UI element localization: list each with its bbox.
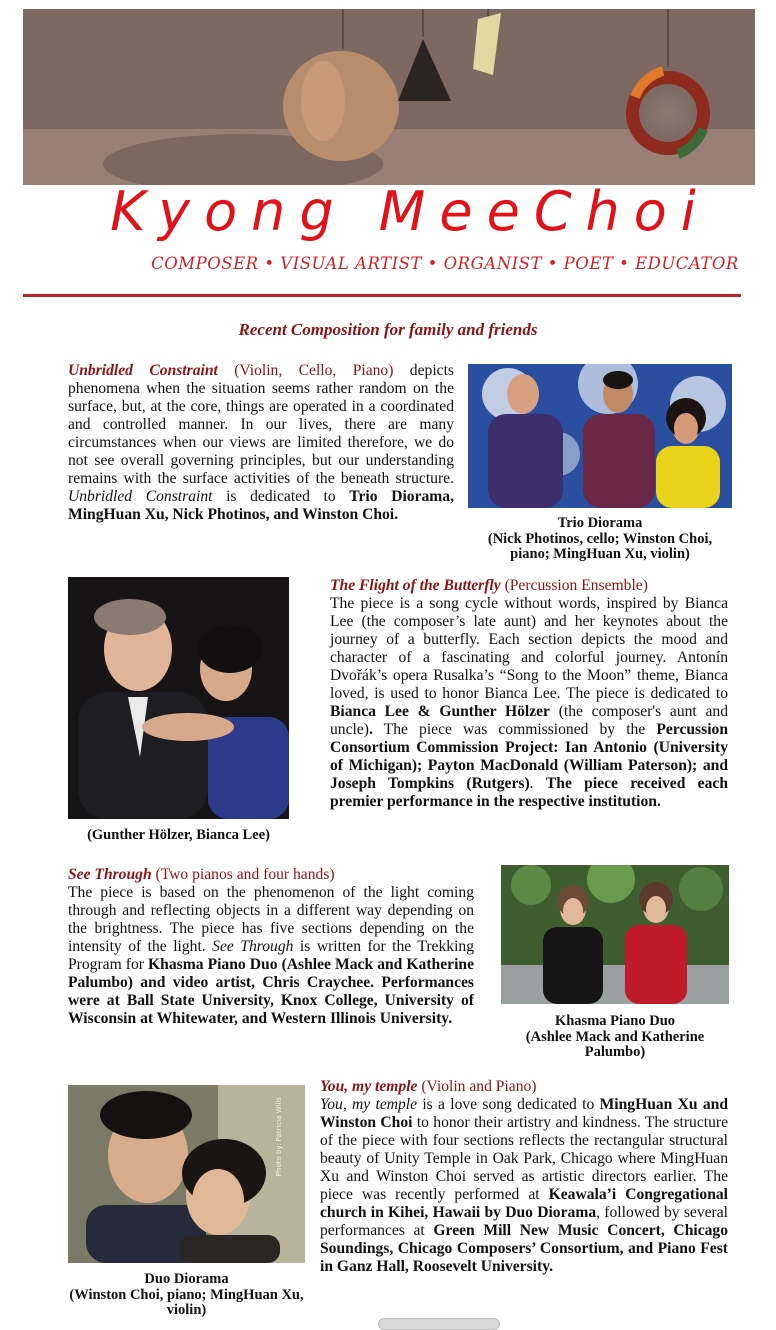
piece-text: Unbridled Constraint (Violin, Cello, Piano) depicts phenomena when the situation seems rather random on the surface, but, at the core, things are operated in a coordinated and controlled manner. In our lives, there are many circumstances when our views are limited therefore, we do not see overall governing principles, but our understanding remains with the surface activities of the beneath structure. Unbridled Constraint is dedicated to Trio Diorama, MingHuan Xu, Nick Photinos, and Winston Choi.: [68, 362, 454, 523]
venue-hawaii: Keawala’i Congregational church in Kihei, Hawaii by Duo Diorama: [320, 1186, 729, 1221]
khasma-piano-duo-photo: [501, 865, 729, 1004]
caption-detail: (Nick Photinos, cello; Winston Choi, piano; MingHuan Xu, violin): [487, 530, 713, 562]
piece-title: You, my temple: [320, 1078, 418, 1095]
dedicatees: MingHuan Xu and Winston Choi: [320, 1096, 728, 1131]
piece-unbridled-constraint: [68, 362, 454, 524]
holzer-lee-caption: [68, 828, 289, 844]
khasma-piano-duo-caption: [501, 1014, 729, 1061]
performers: Khasma Piano Duo (Ashlee Mack and Katherine Palumbo) and video artist, Chris Craychee. Performances were at Ball State University, Knox College, University of Wisconsin at Whitewater, and Western Illinois University.: [68, 956, 474, 1027]
holzer-lee-photo: [68, 577, 289, 819]
duo-diorama-photo: [68, 1085, 305, 1263]
piece-instrumentation: (Percussion Ensemble): [500, 577, 648, 594]
logo-roles: COMPOSER • VISUAL ARTIST • ORGANIST • POET • EDUCATOR: [151, 254, 739, 273]
scroll-indicator[interactable]: [378, 1318, 500, 1330]
trio-diorama-caption: [470, 516, 730, 563]
piece-title: The Flight of the Butterfly: [330, 577, 501, 594]
caption-detail: (Ashlee Mack and Katherine Palumbo): [525, 1028, 705, 1060]
piece-title: Unbridled Constraint: [68, 362, 218, 379]
photo-art: [501, 865, 729, 1004]
dedicatees: Bianca Lee & Gunther Hölzer: [330, 703, 550, 720]
logo-text: Kyong MeeChoi: [110, 180, 710, 243]
caption-detail: (Winston Choi, piano; MingHuan Xu, violin): [69, 1286, 304, 1318]
commission: Percussion Consortium Commission Project: Ian Antonio (University of Michigan); Payton MacDonald (William Paterson); and Joseph Tompkins (Rutgers): [330, 721, 728, 792]
piece-see-through: [68, 866, 474, 1028]
piece-text: See Through (Two pianos and four hands) The piece is based on the phenomenon of the light coming through and reflecting objects in a different way depending on the brightness. The piece has five sections depending on the intensity of the light. See Through is written for the Trekking Program for Khasma Piano Duo (Ashlee Mack and Katherine Palumbo) and video artist, Chris Craychee. Performances were at Ball State University, Knox College, University of Wisconsin at Whitewater, and Western Illinois University.: [68, 866, 474, 1027]
section-title: Recent Composition for family and friends: [238, 320, 538, 339]
logo-divider: [23, 294, 741, 297]
dedicatees: Trio Diorama, MingHuan Xu, Nick Photinos, and Winston Choi.: [68, 488, 454, 523]
caption-title: Khasma Piano Duo: [554, 1013, 676, 1029]
caption-title: (Gunther Hölzer, Bianca Lee): [87, 827, 270, 843]
piece-flight-of-the-butterfly: [330, 577, 728, 811]
piece-instrumentation: (Violin, Cello, Piano): [217, 362, 394, 379]
piece-instrumentation: (Two pianos and four hands): [151, 866, 335, 883]
piece-title: See Through: [68, 866, 152, 883]
photo-art: [68, 577, 289, 819]
caption-title: Duo Diorama: [144, 1271, 229, 1287]
photo-credit: Photo by: Patricia Wills: [275, 1097, 283, 1177]
piece-you-my-temple: [320, 1078, 728, 1276]
duo-diorama-caption: [68, 1272, 305, 1319]
venue-chicago: Green Mill New Music Concert, Chicago Soundings, Chicago Composers’ Consortium, and Piano Fest in Ganz Hall, Roosevelt University.: [320, 1222, 729, 1275]
piece-text: You, my temple (Violin and Piano) You, my temple is a love song dedicated to MingHuan Xu and Winston Choi to honor their artistry and kindness. The structure of the piece with four sections reflects the rectangular structural beauty of Unity Temple in Oak Park, Chicago where MingHuan Xu and Winston Choi served as artistic directors earlier. The piece was recently performed at Keawala’i Congregational church in Kihei, Hawaii by Duo Diorama, followed by several performances at Green Mill New Music Concert, Chicago Soundings, Chicago Composers’ Consortium, and Piano Fest in Ganz Hall, Roosevelt University.: [320, 1078, 729, 1275]
caption-title: Trio Diorama: [557, 515, 643, 531]
photo-art: [468, 364, 732, 508]
banner-art: [23, 9, 755, 185]
premiere-note: The piece received each premier performance in the respective institution.: [330, 775, 728, 810]
trio-diorama-photo: [468, 364, 732, 508]
banner-image: [23, 9, 755, 185]
piece-text: The Flight of the Butterfly (Percussion Ensemble) The piece is a song cycle without words, inspired by Bianca Lee (the composer’s late aunt) and her keynotes about the journey of a butterfly. Each section depicts the mood and character of a fascinating and colorful journey. Antonín Dvořák’s opera Rusalka’s “Song to the Moon” theme, Bianca loved, is used to honor Bianca Lee. The piece is dedicated to Bianca Lee & Gunther Hölzer (the composer's aunt and uncle). The piece was commissioned by the Percussion Consortium Commission Project: Ian Antonio (University of Michigan); Payton MacDonald (William Paterson); and Joseph Tompkins (Rutgers). The piece received each premier performance in the respective institution.: [330, 577, 728, 810]
photo-art: [68, 1085, 305, 1263]
piece-instrumentation: (Violin and Piano): [417, 1078, 537, 1095]
